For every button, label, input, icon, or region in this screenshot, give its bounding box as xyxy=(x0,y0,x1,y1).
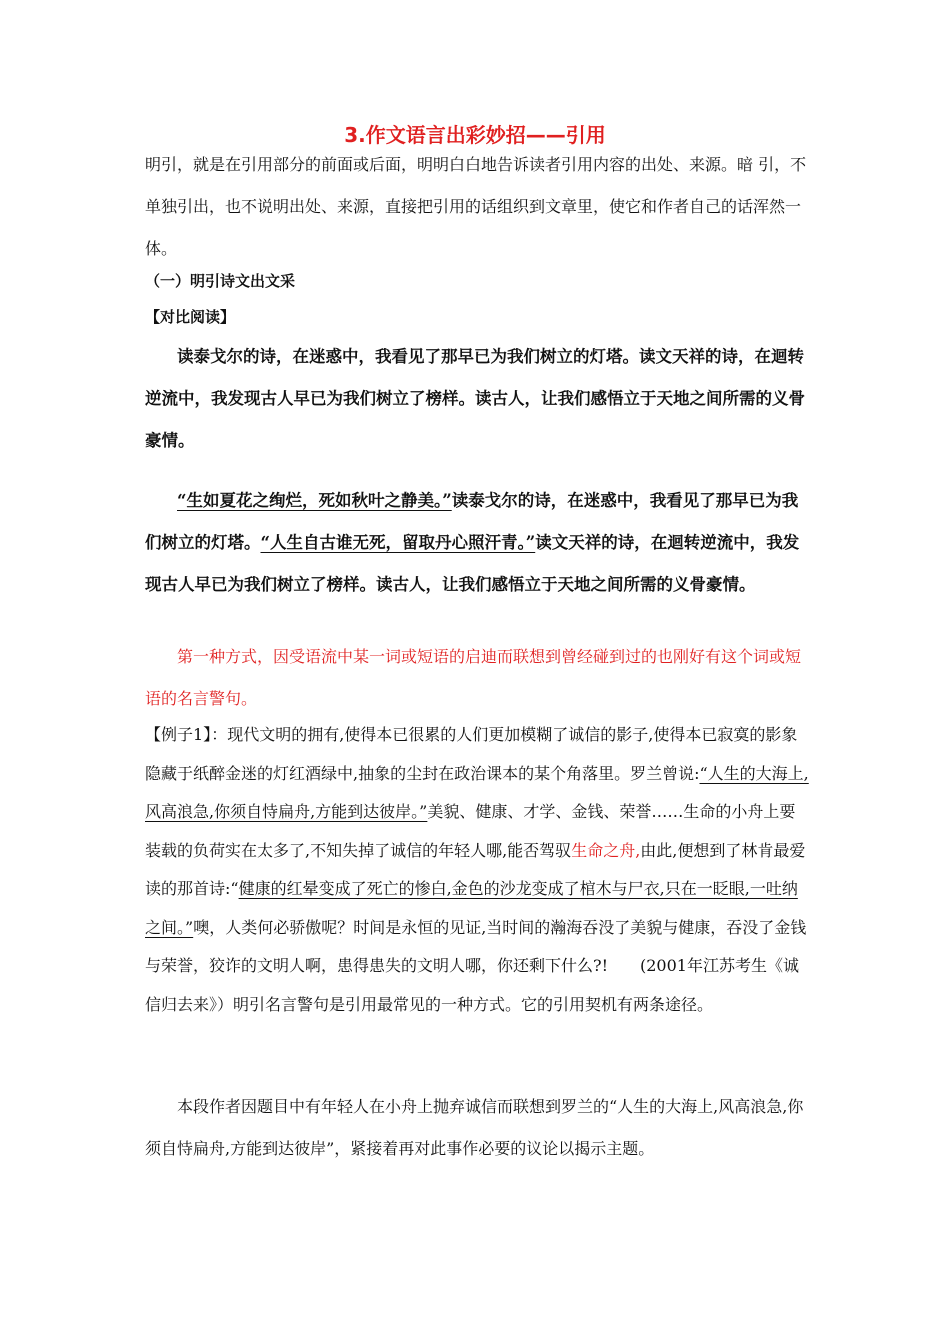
document-title: 3.作文语言出彩妙招——引用 xyxy=(344,123,606,147)
section-heading: （一）明引诗文出文采 xyxy=(145,272,296,290)
example-1-text-3: 由此,便想到了林肯最爱读的那首诗:“ xyxy=(145,840,806,898)
compare-label: 【对比阅读】 xyxy=(145,308,236,326)
tagore-quote: “生如夏花之绚烂，死如秋叶之静美。” xyxy=(177,491,452,510)
wen-tianxiang-quote: “人生自古谁无死，留取丹心照汗青。” xyxy=(260,533,536,552)
example-1-quote-2: 健康的红晕变成了死亡的惨白,金色的沙龙变成了棺木与尸衣,只在一眨眼,一吐纳之间。” xyxy=(145,879,798,937)
compare-plain-paragraph: 读泰戈尔的诗，在迷惑中，我看见了那早已为我们树立的灯塔。读文天祥的诗，在迴转逆流中，我发现古人早已为我们树立了榜样。读古人，让我们感悟立于天地之间所需的义骨豪情。 xyxy=(145,347,805,450)
method-one-paragraph: 第一种方式，因受语流中某一词或短语的启迪而联想到曾经碰到过的也刚好有这个词或短语的名言警句。 xyxy=(145,647,802,708)
example-1-text-2: 美貌、健康、才学、金钱、荣誉……生命的小舟上要装载的负荷实在太多了,不知失掉了诚信的年轻人哪,能否驾驭 xyxy=(145,802,796,860)
compare-quoted-paragraph xyxy=(145,480,810,606)
analysis-paragraph: 本段作者因题目中有年轻人在小舟上抛弃诚信而联想到罗兰的“人生的大海上,风高浪急,你须自恃扁舟,方能到达彼岸”，紧接着再对此事作必要的议论以揭示主题。 xyxy=(145,1097,804,1158)
example-1-text-4: 噢，人类何必骄傲呢？时间是永恒的见证,当时间的瀚海吞没了美貌与健康，吞没了金钱与荣誉，狡诈的文明人啊，患得患失的文明人哪，你还剩下什么?! (2001年江苏考生《诚信归去来》）明引名言警句是引用最常见的一种方式。它的引用契机有两条途径。 xyxy=(145,917,807,1014)
example-1-red-phrase: 生命之舟, xyxy=(571,840,641,860)
example-1-text-1: ：现代文明的拥有,使得本已很累的人们更加模糊了诚信的影子,使得本已寂寞的影象隐藏于纸醉金迷的灯红酒绿中,抽象的尘封在政治课本的某个角落里。罗兰曾说: xyxy=(145,725,798,783)
intro-paragraph: 明引，就是在引用部分的前面或后面，明明白白地告诉读者引用内容的出处、来源。暗 引，不单独引出，也不说明出处、来源，直接把引用的话组织到文章里，使它和作者自己的话浑然一体。 xyxy=(145,155,807,258)
quoted-text-1: 读泰戈尔的诗，在迷惑中，我看见了那早已为我们树立的灯塔。 xyxy=(145,491,799,552)
example-1-paragraph xyxy=(145,716,810,1024)
example-1-quote-1: “人生的大海上,风高浪急,你须自恃扁舟,方能到达彼岸。” xyxy=(145,763,809,821)
example-1-label: 【例子1】 xyxy=(145,725,212,744)
quoted-text-2: 读文天祥的诗，在迴转逆流中，我发现古人早已为我们树立了榜样。读古人，让我们感悟立于天地之间所需的义骨豪情。 xyxy=(145,533,800,594)
